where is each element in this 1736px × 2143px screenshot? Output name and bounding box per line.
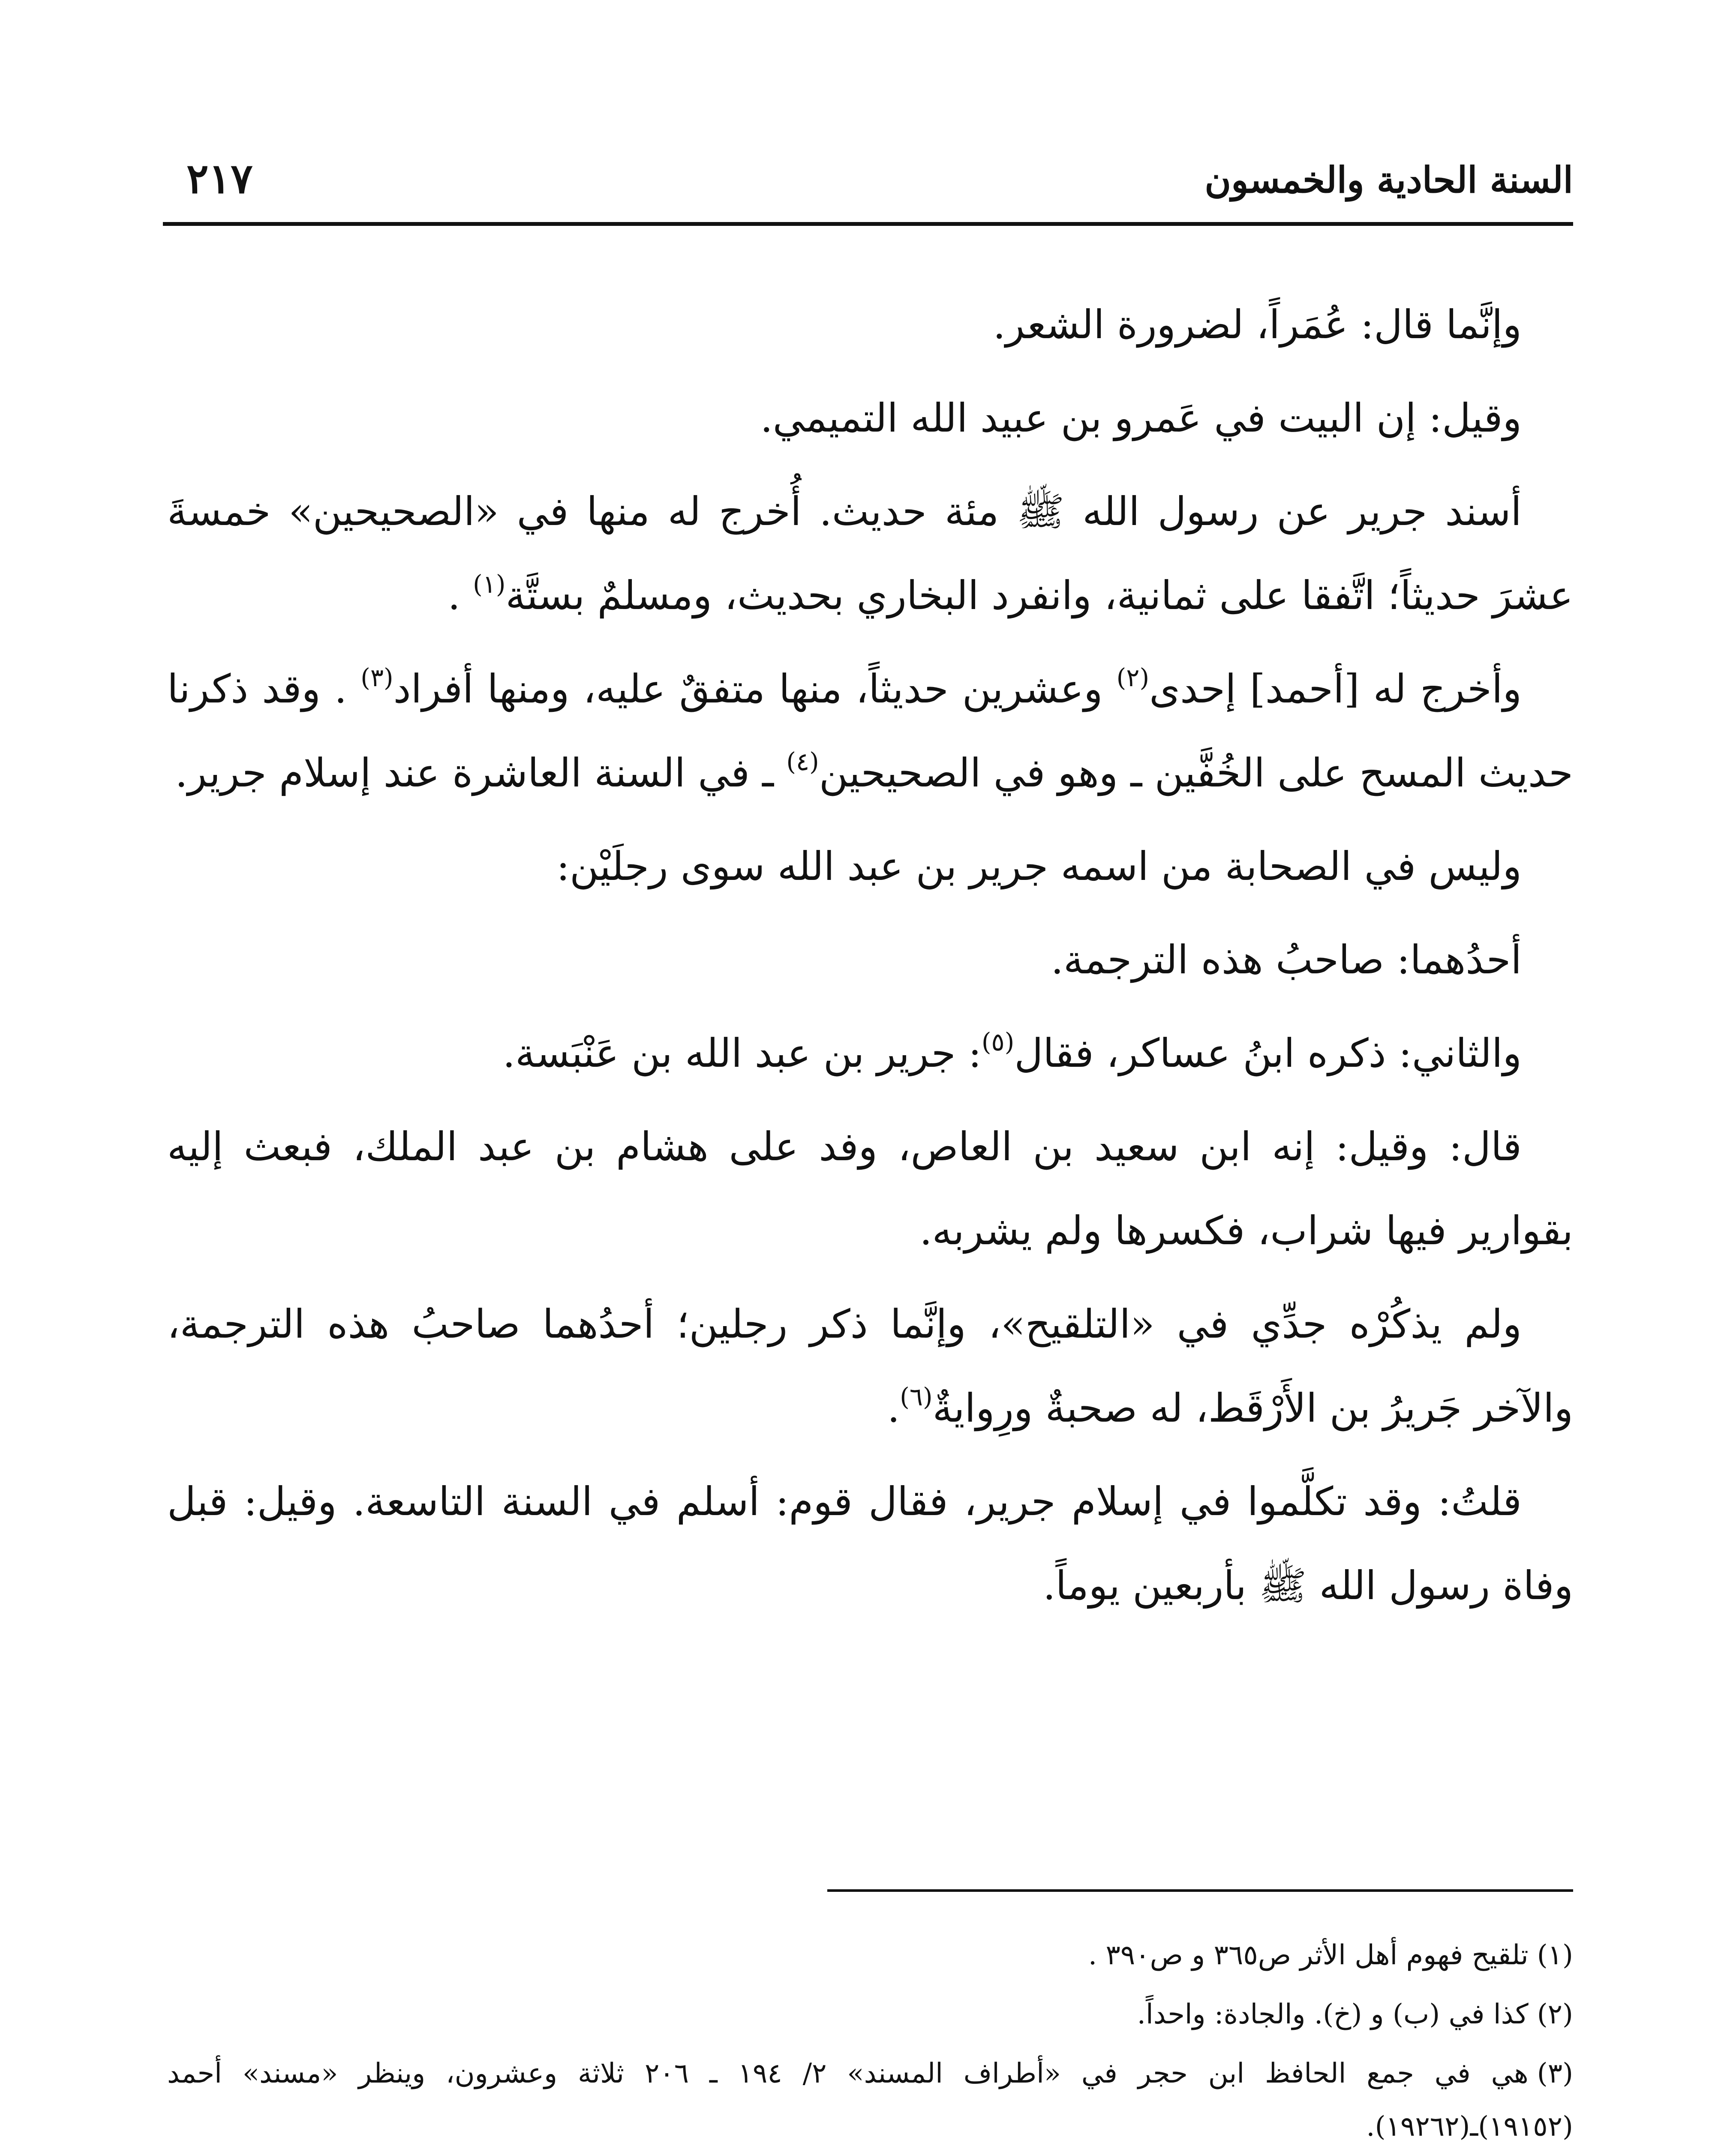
paragraph-4-part-d: ـ في السنة العاشرة عند إسلام جرير. — [175, 750, 787, 796]
header-rule — [163, 222, 1573, 226]
paragraph-7-part-a: والثاني: ذكره ابنُ عساكر، فقال — [1014, 1030, 1522, 1076]
footnote-text: هي في جمع الحافظ ابن حجر في «أطراف المسند» ٢/ ١٩٤ ـ ٢٠٦ ثلاثة وعشرون، وينظر «مسند» أحمد (١٩١٥٢)ـ(١٩٢٦٢). — [167, 2058, 1573, 2143]
footnote-ref-3[interactable]: (٣) — [360, 663, 393, 692]
footnote-1 — [167, 1929, 1573, 1982]
footnote-ref-5[interactable]: (٥) — [981, 1027, 1015, 1056]
page-header — [163, 154, 1573, 214]
paragraph-9 — [167, 1282, 1573, 1450]
footnote-ref-1[interactable]: (١) — [473, 570, 506, 599]
footnote-3 — [167, 2047, 1573, 2143]
paragraph-6: أحدُهما: صاحبُ هذه الترجمة. — [1051, 937, 1522, 983]
footnote-number: (١) — [1537, 1939, 1573, 1971]
paragraph-5: وليس في الصحابة من اسمه جرير بن عبد الله سوى رجلَيْن: — [556, 843, 1522, 889]
paragraph-8: قال: وقيل: إنه ابن سعيد بن العاص، وفد على هشام بن عبد الملك، فبعث إليه بقوارير فيها شراب، فكسرها ولم يشربه. — [167, 1124, 1573, 1254]
paragraph-10: قلتُ: وقد تكلَّموا في إسلام جرير، فقال قوم: أسلم في السنة التاسعة. وقيل: قبل وفاة رسول الله ﷺ بأربعين يوماً. — [167, 1479, 1573, 1609]
paragraph-4-part-a: وأخرج له [أحمد] إحدى — [1149, 666, 1522, 712]
page-number: ٢١٧ — [186, 154, 253, 203]
footnote-number: (٣) — [1537, 2058, 1574, 2089]
paragraph-9-text: ولم يذكُرْه جدِّي في «التلقيح»، وإنَّما ذكر رجلين؛ أحدُهما صاحبُ هذه الترجمة، والآخر جَريرُ بن الأَرْقَط، له صحبةٌ ورِوايةٌ — [167, 1301, 1573, 1431]
paragraph-3-end: . — [448, 573, 473, 618]
footnote-text: كذا في (ب) و (خ). والجادة: واحداً. — [1137, 1999, 1529, 2030]
paragraph-1: وإنَّما قال: عُمَراً، لضرورة الشعر. — [993, 302, 1522, 348]
footnote-2 — [167, 1988, 1573, 2041]
paragraph-2: وقيل: إن البيت في عَمرو بن عبيد الله التميمي. — [760, 395, 1522, 441]
paragraph-4-part-b: وعشرين حديثاً، منها متفقٌ عليه، ومنها أفراد — [393, 666, 1117, 712]
paragraph-3 — [167, 470, 1573, 638]
footnote-ref-4[interactable]: (٤) — [786, 747, 819, 776]
paragraph-9-end: . — [887, 1385, 900, 1431]
footnote-text: تلقيح فهوم أهل الأثر ص٣٦٥ و ص٣٩٠ . — [1088, 1939, 1529, 1971]
footnote-number: (٢) — [1537, 1999, 1573, 2030]
footnote-ref-2[interactable]: (٢) — [1116, 663, 1150, 692]
footnote-separator — [827, 1889, 1573, 1892]
main-text — [167, 283, 1573, 1637]
footnotes — [167, 1929, 1573, 2143]
paragraph-3-text: أسند جرير عن رسول الله ﷺ مئة حديث. أُخرج له منها في «الصحيحين» خمسةَ عشرَ حديثاً؛ اتَّفقا على ثمانية، وانفرد البخاري بحديث، ومسلمٌ بستَّة — [167, 489, 1573, 618]
paragraph-7 — [167, 1011, 1573, 1096]
running-head: السنة الحادية والخمسون — [1204, 159, 1573, 201]
paragraph-4 — [167, 647, 1573, 815]
footnote-ref-6[interactable]: (٦) — [900, 1382, 933, 1411]
paragraph-7-part-b: : جرير بن عبد الله بن عَنْبَسة. — [502, 1030, 982, 1076]
paragraph-4-part-c: . وقد ذكرنا حديث المسح على الخُفَّين ـ وهو في الصحيحين — [167, 666, 1573, 796]
